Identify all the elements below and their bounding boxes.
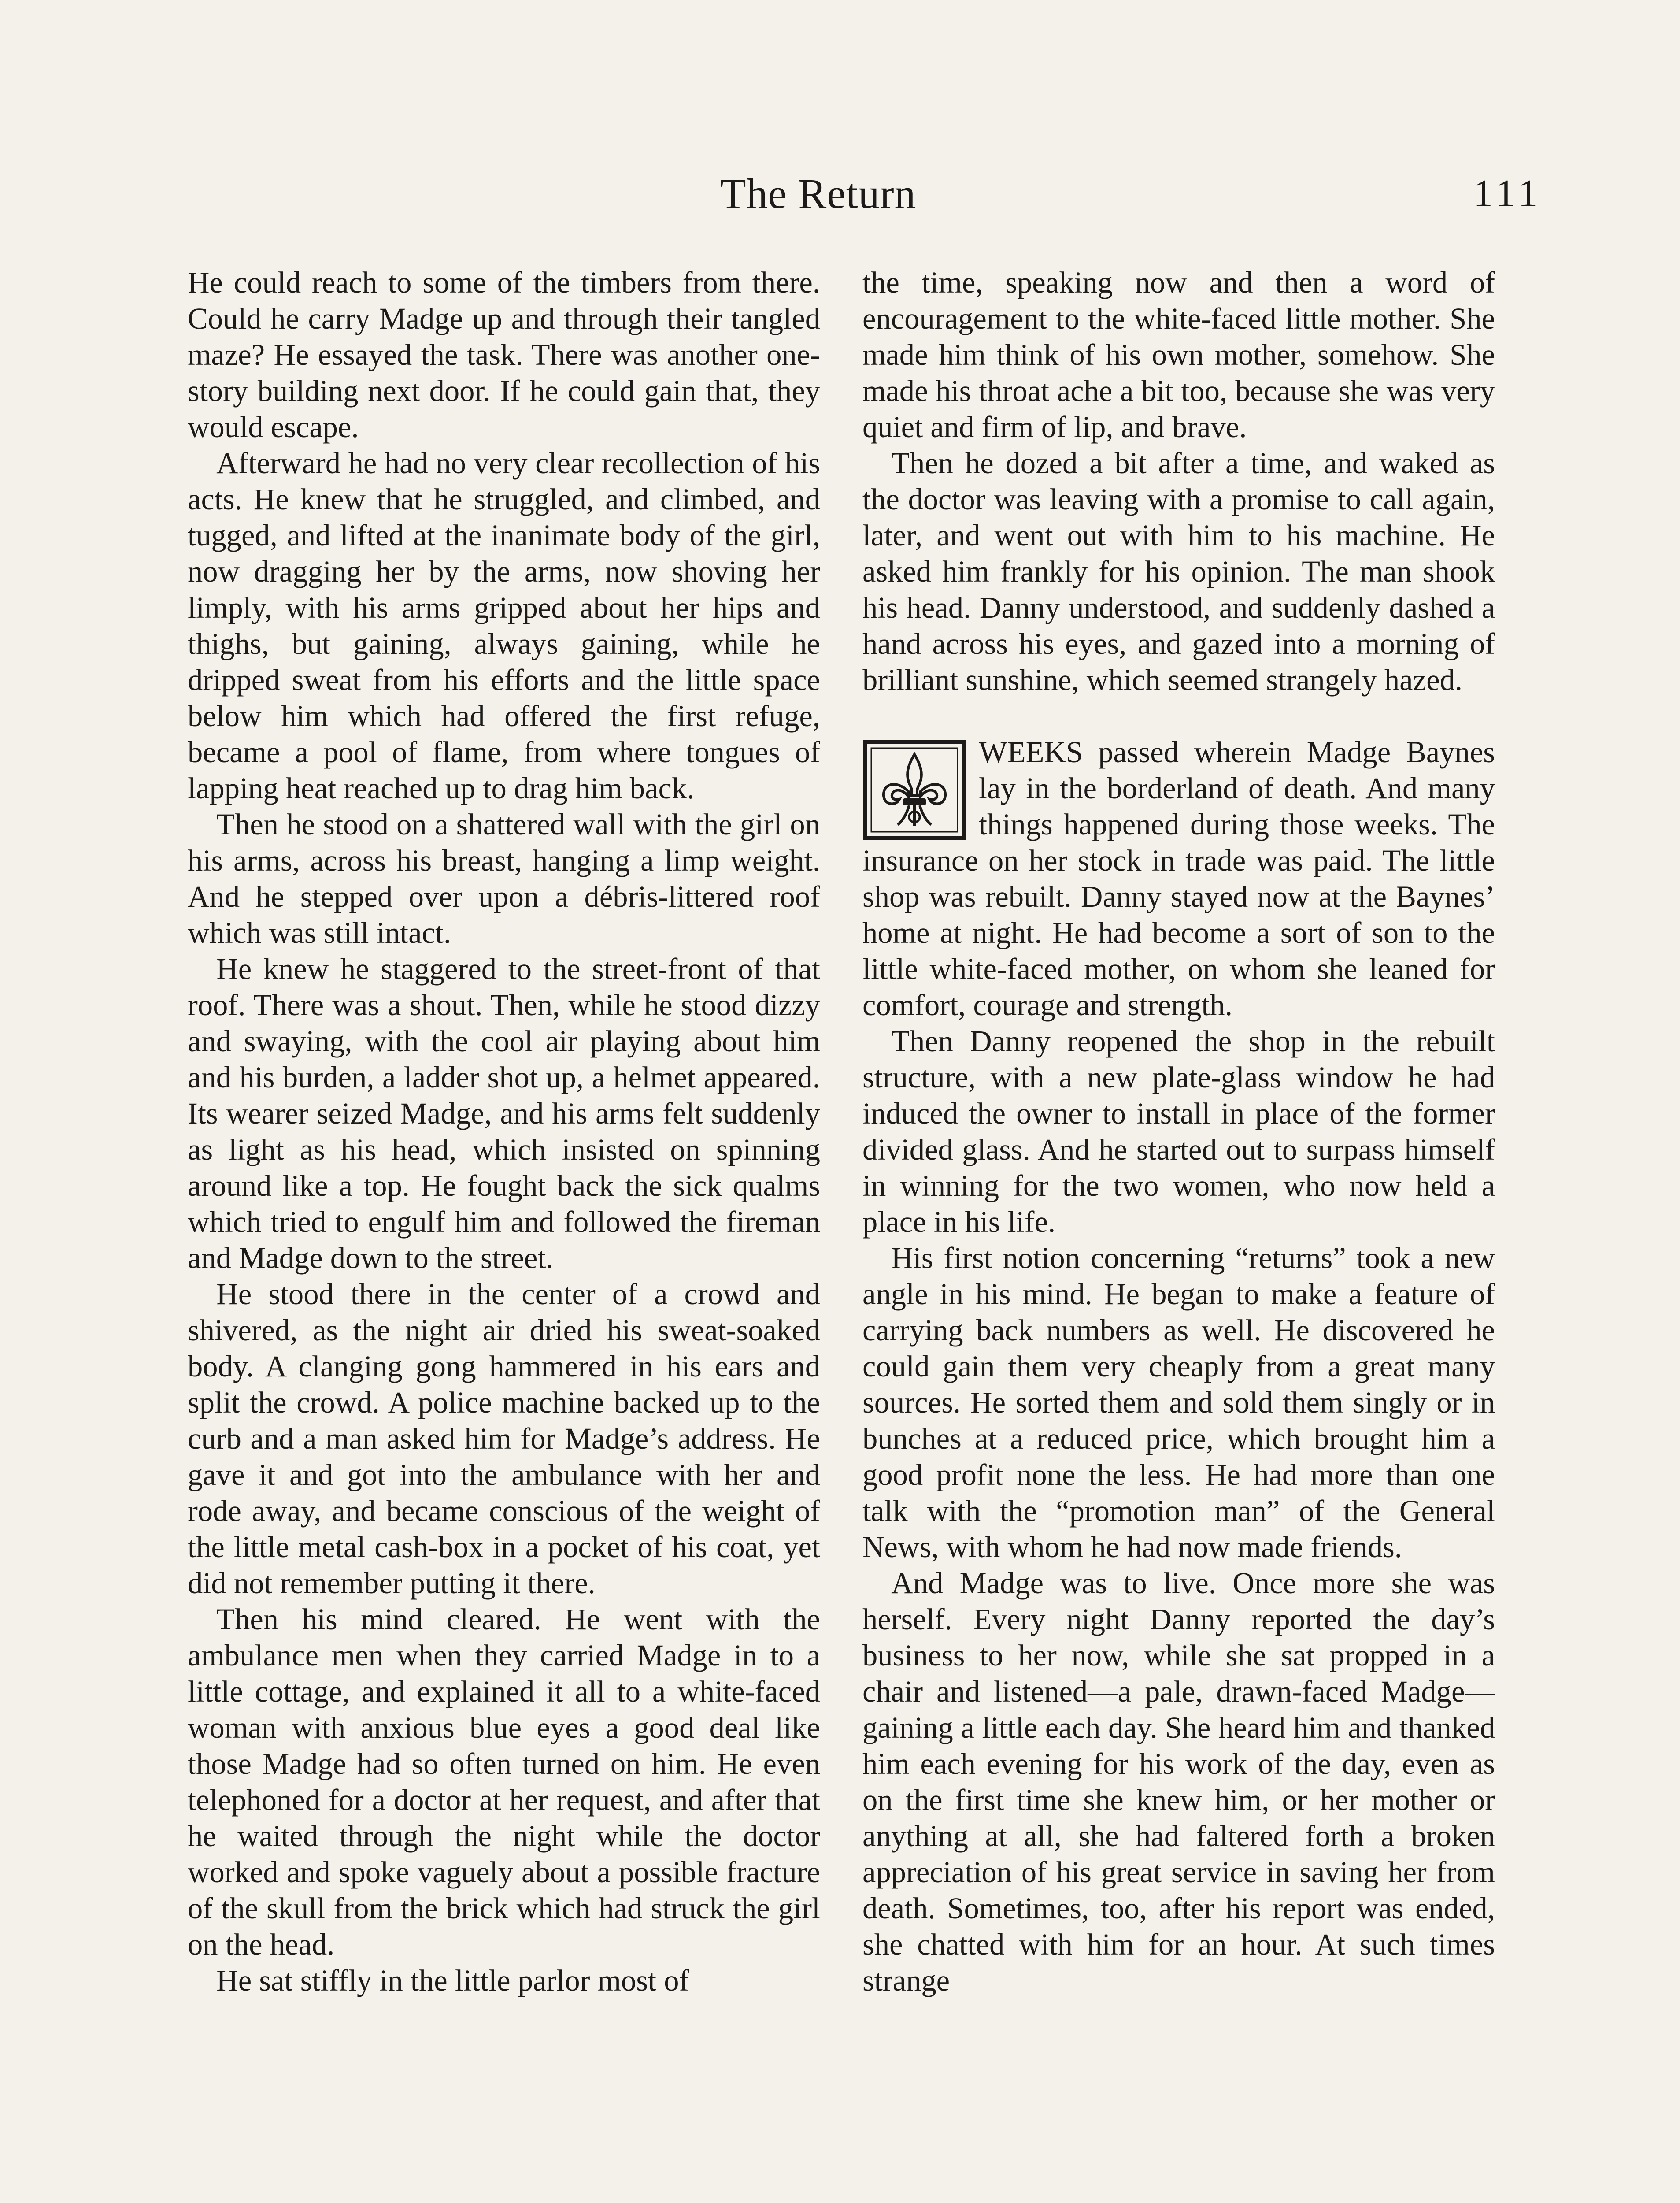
paragraph: He stood there in the center of a crowd and shivered, as the night air dried his sweat-soaked body. A clanging gong hammered in his ears and split the crowd. A police machine backed up to the curb and a man asked him for Madge’s address. He gave it and got into the ambulance with her and rode away, and became conscious of the weight of the little metal cash-box in a pocket of his coat, yet did not remember putting it there. bbox=[188, 1277, 820, 1600]
running-title: The Return bbox=[720, 170, 916, 217]
paragraph: Then Danny reopened the shop in the rebuilt structure, with a new plate-glass window he had induced the owner to install in place of the former divided glass. And he started out to surpass himself in winning for the two women, who now held a place in his life. bbox=[862, 1024, 1495, 1239]
paragraph: Then he dozed a bit after a time, and waked as the doctor was leaving with a promise to call again, later, and went out with him to his machine. He asked him frankly for his opinion. The man shook his head. Danny understood, and suddenly dashed a hand across his eyes, and gazed into a morning of brilliant sunshine, which seemed strangely hazed. bbox=[862, 446, 1495, 697]
page-number: 111 bbox=[1473, 172, 1542, 215]
section-opening bbox=[862, 734, 1495, 1023]
right-column bbox=[862, 264, 1495, 1999]
paragraph: His first notion concerning “returns” took a new angle in his mind. He began to make a feature of carrying back numbers as well. He discovered he could gain them very cheaply from a great many sources. He sorted them and sold them singly or in bunches at a reduced price, which brought him a good profit none the less. He had more than one talk with the “promotion man” of the General News, with whom he had now made friends. bbox=[862, 1241, 1495, 1564]
left-column bbox=[188, 264, 820, 1999]
fleur-de-lis-icon bbox=[862, 739, 966, 841]
paragraph: He knew he staggered to the street-front of that roof. There was a shout. Then, while he stood dizzy and swaying, with the cool air playing about him and his burden, a ladder shot up, a helmet appeared. Its wearer seized Madge, and his arms felt suddenly as light as his head, which insisted on spinning around like a top. He fought back the sick qualms which tried to engulf him and followed the fireman and Madge down to the street. bbox=[188, 952, 820, 1275]
paragraph: He sat stiffly in the little parlor most of bbox=[216, 1964, 689, 1997]
paragraph: the time, speaking now and then a word of encouragement to the white-faced little mother. She made him think of his own mother, somehow. She made his throat ache a bit too, because she was very quiet and firm of lip, and brave. bbox=[862, 266, 1495, 444]
paragraph: And Madge was to live. Once more she was herself. Every night Danny reported the day’s business to her now, while she sat propped in a chair and listened—a pale, drawn-faced Madge—gaining a little each day. She heard him and thanked him each evening for his work of the day, even as on the first time she knew him, or her mother or anything at all, she had faltered forth a broken appreciation of his great service in saving her from death. Sometimes, too, after his report was ended, she chatted with him for an hour. At such times strange bbox=[862, 1566, 1495, 1997]
section-paragraph: WEEKS passed wherein Madge Baynes lay in the borderland of death. And many things happened during those weeks. The insurance on her stock in trade was paid. The little shop was rebuilt. Danny stayed now at the Baynes’ home at night. He had become a sort of son to the little white-faced mother, on whom she leaned for comfort, courage and strength. bbox=[862, 735, 1495, 1022]
paragraph: Then his mind cleared. He went with the ambulance men when they carried Madge in to a little cottage, and explained it all to a white-faced woman with anxious blue eyes a good deal like those Madge had so often turned on him. He even telephoned for a doctor at her request, and after that he waited through the night while the doctor worked and spoke vaguely about a possible fracture of the skull from the brick which had struck the girl on the head. bbox=[188, 1602, 820, 1961]
paragraph: Then he stood on a shattered wall with the girl on his arms, across his breast, hanging a limp weight. And he stepped over upon a débris-littered roof which was still intact. bbox=[188, 808, 820, 949]
paragraph: He could reach to some of the timbers from there. Could he carry Madge up and through their tangled maze? He essayed the task. There was another one-story building next door. If he could gain that, they would escape. bbox=[188, 266, 820, 444]
paragraph: Afterward he had no very clear recollection of his acts. He knew that he struggled, and climbed, and tugged, and lifted at the inanimate body of the girl, now dragging her by the arms, now shoving her limply, with his arms gripped about her hips and thighs, but gaining, always gaining, while he dripped sweat from his efforts and the little space below him which had offered the first refuge, became a pool of flame, from where tongues of lapping heat reached up to drag him back. bbox=[188, 446, 820, 805]
page-header bbox=[0, 167, 1680, 225]
